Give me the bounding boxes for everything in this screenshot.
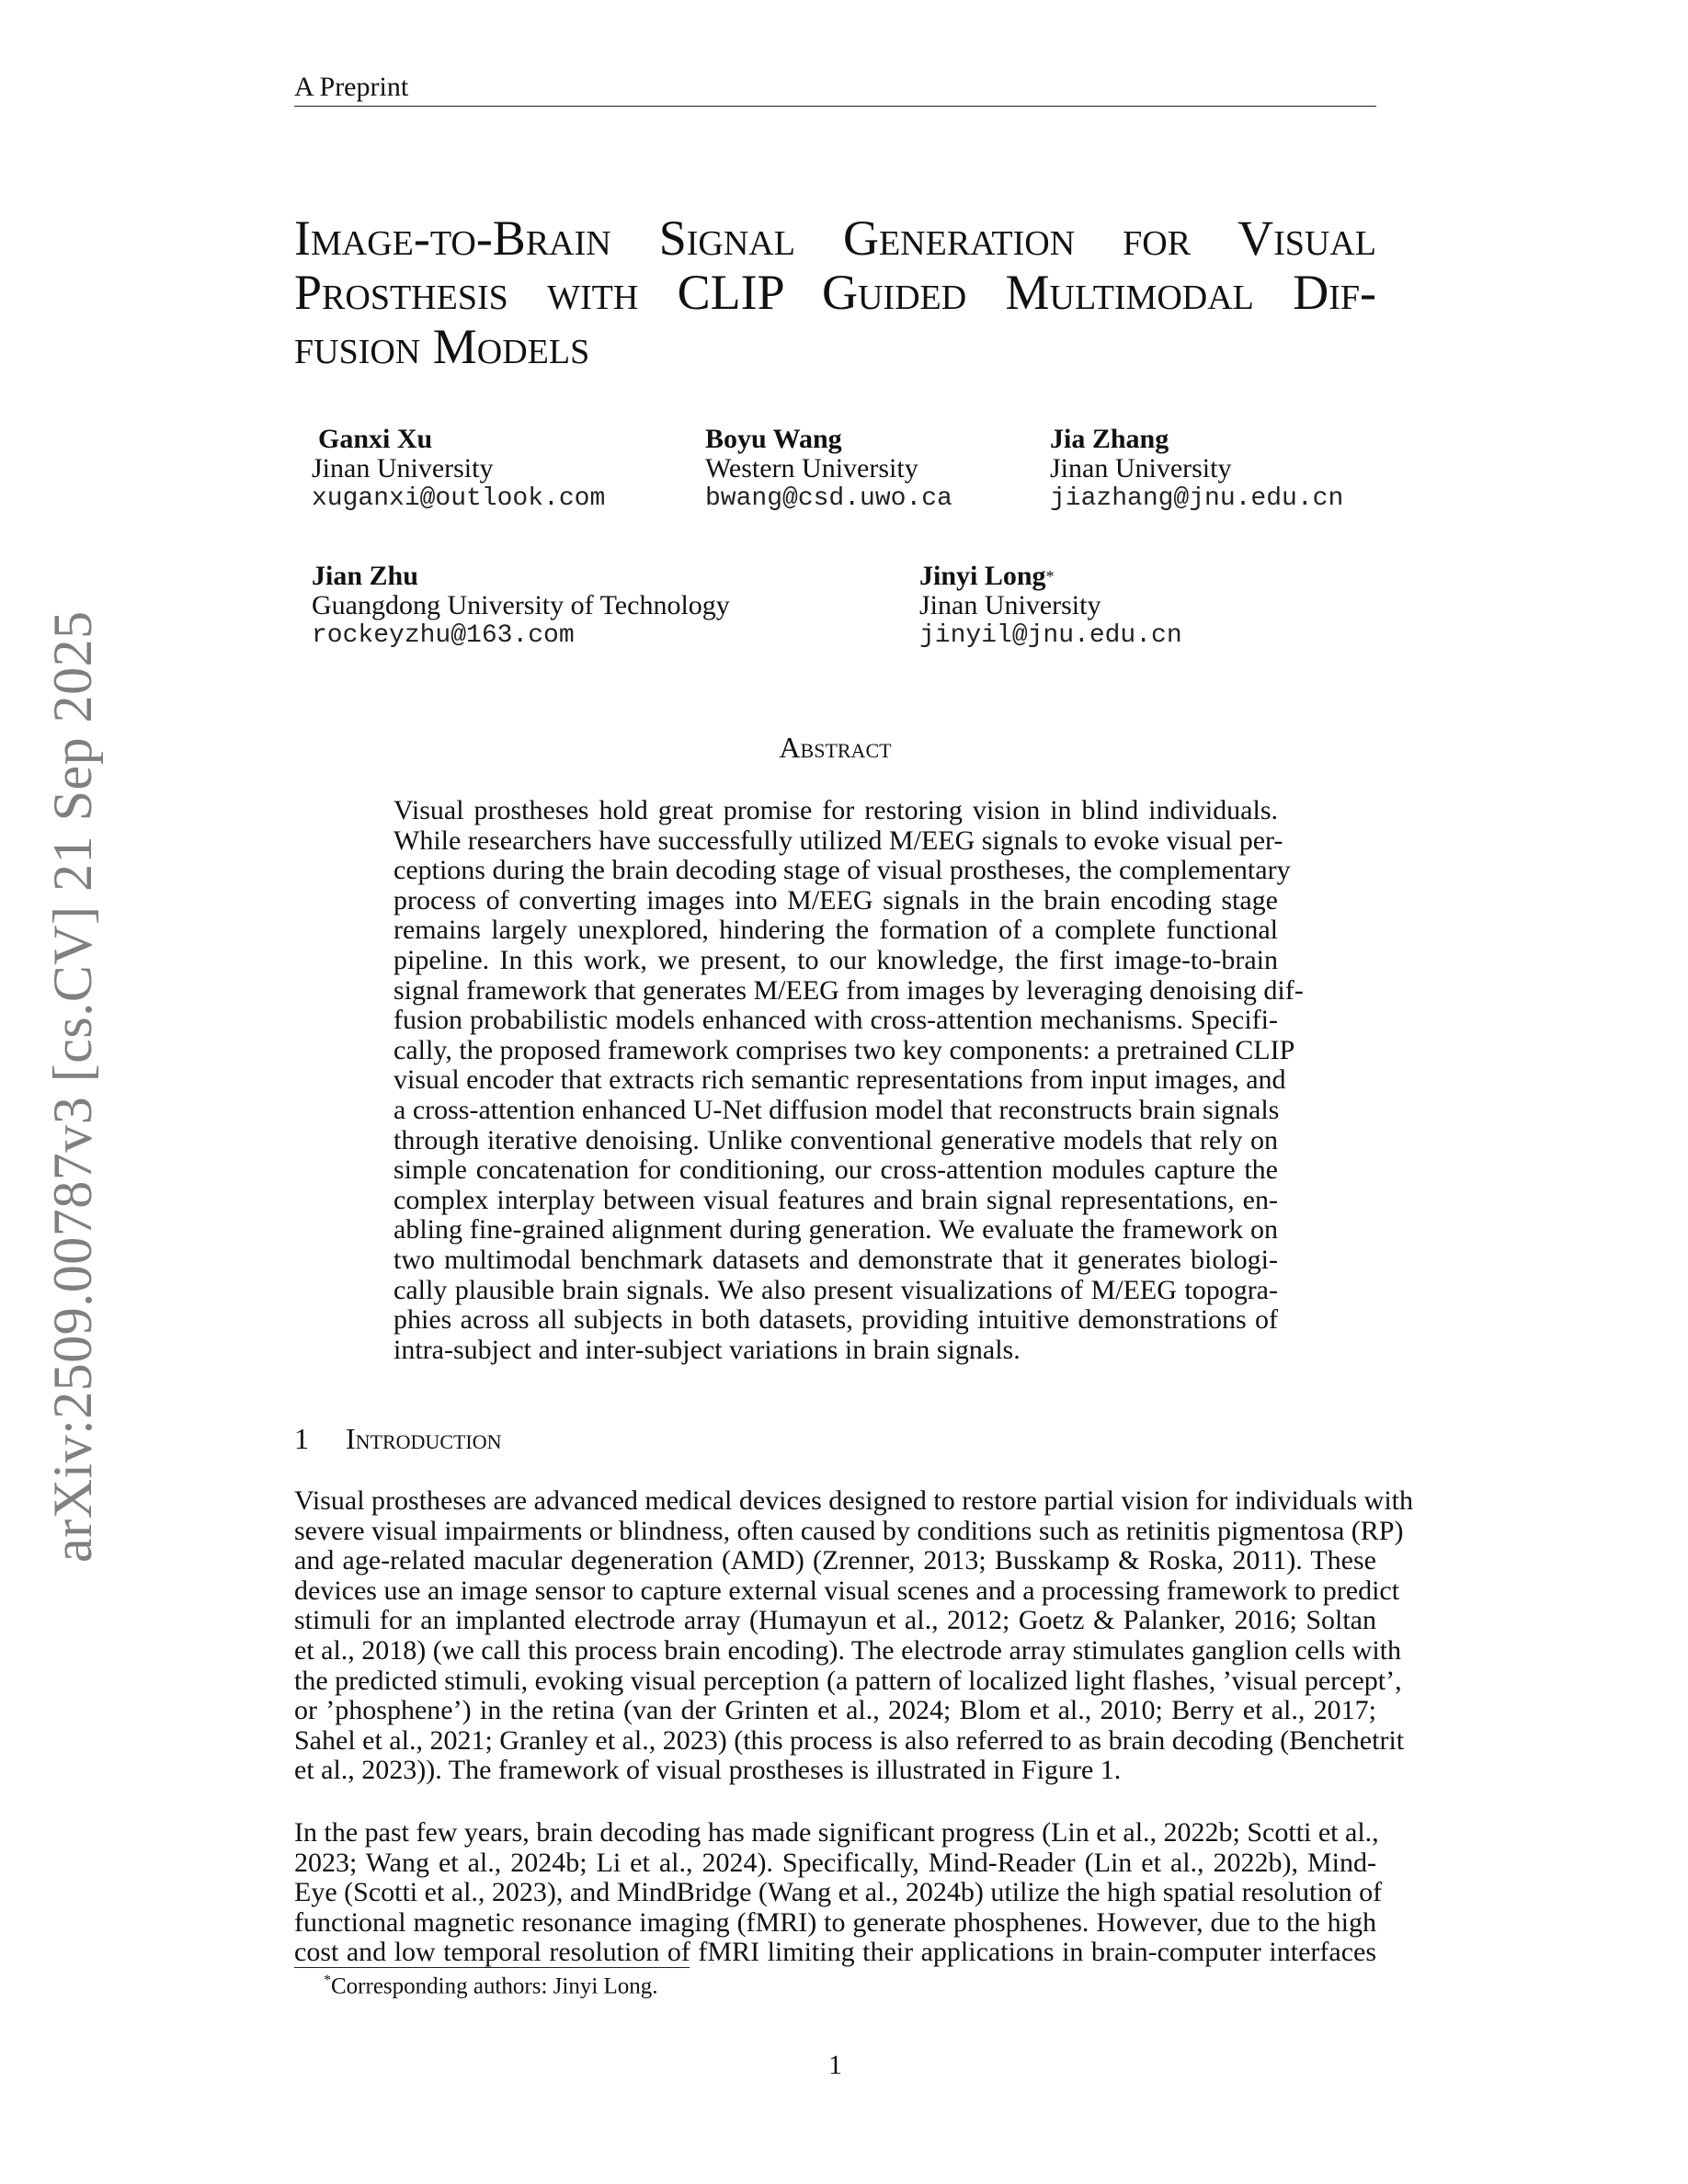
text-line: simple concatenation for conditioning, our cross-attention modules capture the (393, 1155, 1278, 1186)
text-line: two multimodal benchmark datasets and demonstrate that it generates biologi- (393, 1244, 1278, 1275)
text-line: severe visual impairments or blindness, often caused by conditions such as retinitis pigmentosa (RP) (294, 1515, 1404, 1546)
text-line: et al., 2023)). The framework of visual prostheses is illustrated in Figure 1. (294, 1755, 1122, 1786)
author-email[interactable]: bwang@csd.uwo.ca (705, 484, 952, 513)
text-line: remains largely unexplored, hindering the formation of a complete functional (393, 915, 1278, 946)
author-affiliation: Jinan University (1050, 453, 1232, 483)
text-line: While researchers have successfully utilized M/EEG signals to evoke visual per- (393, 825, 1283, 856)
footnote-text: Corresponding authors: Jinyi Long. (331, 1974, 658, 1999)
title-line: fusion Models (294, 319, 590, 374)
text-line: cally, the proposed framework comprises two key components: a pretrained CLIP (393, 1034, 1295, 1065)
footnote-rule (294, 1967, 690, 1968)
footnote-marker: * (324, 1973, 331, 1988)
text-line: and age-related macular degeneration (AMD) (Zrenner, 2013; Busskamp & Roska, 2011). These (294, 1545, 1376, 1576)
text-line: devices use an image sensor to capture external visual scenes and a processing framework to predict (294, 1575, 1400, 1606)
text-line: the predicted stimuli, evoking visual perception (a pattern of localized light flashes, ’visual percept’, (294, 1665, 1402, 1696)
text-line: 2023; Wang et al., 2024b; Li et al., 2024). Specifically, Mind-Reader (Lin et al., 2022b), Mind- (294, 1847, 1376, 1878)
author-name: Jia Zhang (1050, 424, 1169, 454)
abstract-body (393, 795, 1304, 1365)
text-line: phies across all subjects in both datasets, providing intuitive demonstrations of (393, 1304, 1278, 1336)
text-line: stimuli for an implanted electrode array (Humayun et al., 2012; Goetz & Palanker, 2016; Soltan (294, 1605, 1376, 1636)
author-block (318, 425, 432, 454)
intro-paragraph-2 (294, 1817, 1383, 1968)
arxiv-identifier-stamp: arXiv:2509.00787v3 [cs.CV] 21 Sep 2025 (42, 610, 103, 1563)
text-line: et al., 2018) (we call this process brain encoding). The electrode array stimulates ganglion cells with (294, 1634, 1402, 1666)
page-number: 1 (828, 2050, 842, 2080)
author-name: Boyu Wang (705, 424, 842, 454)
section-heading-introduction (294, 1422, 502, 1456)
section-number: 1 (294, 1422, 309, 1455)
author-block (919, 562, 1182, 652)
author-affiliation: Jinan University (919, 590, 1101, 620)
text-line: a cross-attention enhanced U-Net diffusion model that reconstructs brain signals (393, 1094, 1280, 1125)
header-rule (294, 106, 1376, 107)
author-email[interactable]: jiazhang@jnu.edu.cn (1050, 484, 1344, 513)
text-line: complex interplay between visual features and brain signal representations, en- (393, 1184, 1278, 1215)
author-block (705, 425, 952, 515)
running-head: A Preprint (294, 72, 409, 102)
title-line: Prosthesis with CLIP Guided Multimodal Dif- (294, 265, 1376, 320)
text-line: Sahel et al., 2021; Granley et al., 2023) (this process is also referred to as brain decoding (Benchetrit (294, 1724, 1405, 1756)
author-block (312, 562, 730, 652)
author-name: Jian Zhu (312, 561, 418, 591)
author-email[interactable]: rockeyzhu@163.com (312, 621, 575, 650)
author-affiliation: Jinan University (312, 453, 494, 483)
text-line: or ’phosphene’) in the retina (van der Grinten et al., 2024; Blom et al., 2010; Berry et al., 2017; (294, 1695, 1376, 1726)
text-line: intra-subject and inter-subject variations in brain signals. (393, 1334, 1021, 1365)
text-line: Visual prostheses are advanced medical devices designed to restore partial vision for individuals with (294, 1485, 1414, 1516)
text-line: cost and low temporal resolution of fMRI limiting their applications in brain-computer interfaces (294, 1937, 1376, 1968)
author-affiliation: Western University (705, 453, 918, 483)
author-email[interactable]: jinyil@jnu.edu.cn (919, 621, 1182, 650)
text-line: through iterative denoising. Unlike conventional generative models that rely on (393, 1124, 1278, 1155)
abstract-heading: Abstract (779, 731, 892, 764)
title-line: Image-to-Brain Signal Generation for Visual (294, 210, 1376, 266)
text-line: Eye (Scotti et al., 2023), and MindBridge (Wang et al., 2024b) utilize the high spatial resolution of (294, 1877, 1383, 1908)
text-line: Visual prostheses hold great promise for restoring vision in blind individuals. (393, 795, 1278, 825)
text-line: process of converting images into M/EEG signals in the brain encoding stage (393, 884, 1278, 916)
text-line: fusion probabilistic models enhanced with cross-attention mechanisms. Specifi- (393, 1005, 1278, 1036)
author-name-line (919, 562, 1182, 591)
author-details (312, 454, 605, 515)
author-name: Jinyi Long (919, 561, 1046, 591)
text-line: ceptions during the brain decoding stage of visual prostheses, the complementary (393, 855, 1291, 886)
text-line: pipeline. In this work, we present, to our knowledge, the first image-to-brain (393, 944, 1278, 975)
corresponding-marker: * (1045, 567, 1055, 586)
paper-title (294, 211, 1376, 374)
intro-paragraph-1 (294, 1485, 1414, 1786)
author-block (1050, 425, 1343, 515)
text-line: cally plausible brain signals. We also present visualizations of M/EEG topogra- (393, 1274, 1278, 1305)
text-line: functional magnetic resonance imaging (fMRI) to generate phosphenes. However, due to the high (294, 1906, 1376, 1938)
text-line: visual encoder that extracts rich semantic representations from input images, and (393, 1064, 1286, 1096)
author-affiliation: Guangdong University of Technology (312, 590, 730, 620)
text-line: In the past few years, brain decoding has made significant progress (Lin et al., 2022b; Scotti et al., (294, 1817, 1379, 1848)
text-line: abling fine-grained alignment during generation. We evaluate the framework on (393, 1214, 1278, 1246)
text-line: signal framework that generates M/EEG from images by leveraging denoising dif- (393, 974, 1304, 1006)
footnote (324, 1973, 658, 1999)
section-title: Introduction (346, 1422, 502, 1455)
author-email[interactable]: xuganxi@outlook.com (312, 484, 606, 513)
author-name: Ganxi Xu (318, 424, 433, 454)
